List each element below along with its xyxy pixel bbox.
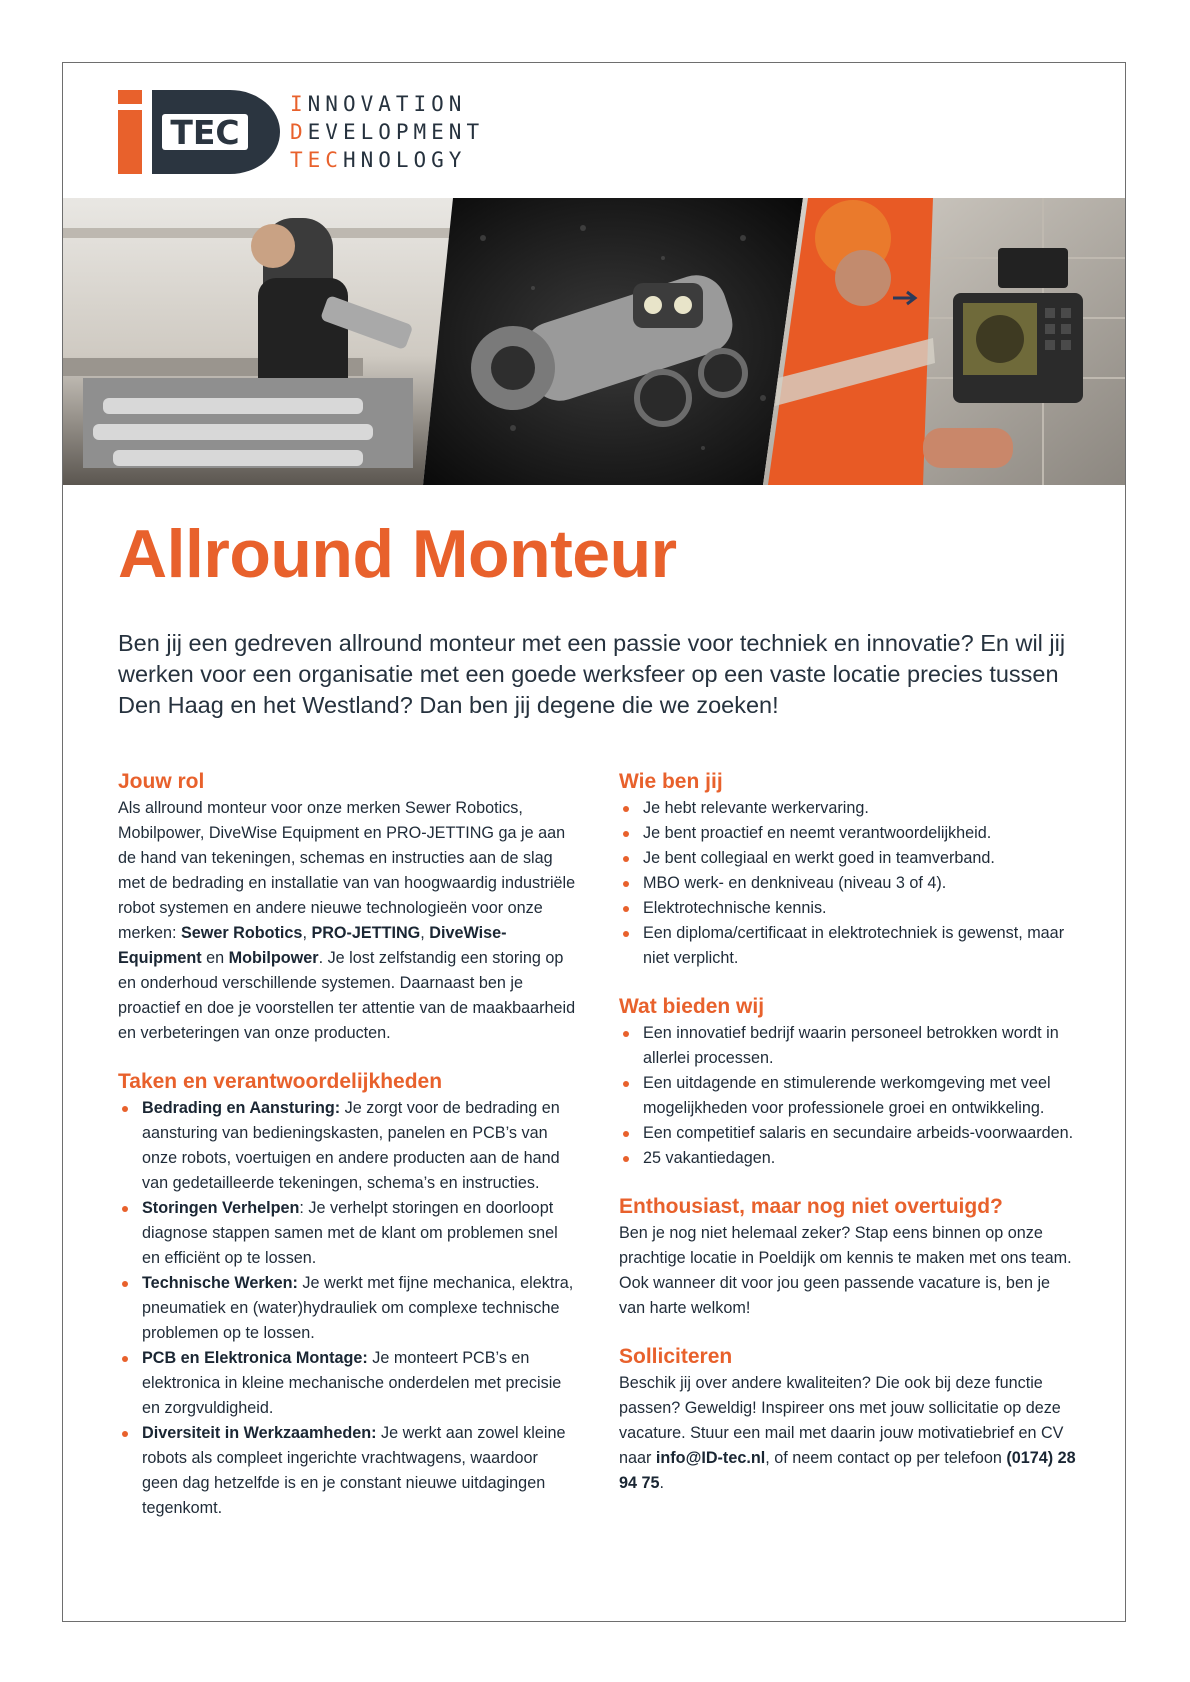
wat-bieden-wij-list — [619, 1021, 1079, 1171]
inspection-monitor-photo — [763, 198, 1125, 485]
list-item: Je bent proactief en neemt verantwoordelijkheid. — [619, 821, 1079, 846]
list-item: Een diploma/certificaat in elektrotechniek is gewenst, maar niet verplicht. — [619, 921, 1079, 971]
jouw-rol-text: Als allround monteur voor onze merken Sewer Robotics, Mobilpower, DiveWise Equipment en PRO-JETTING ga je aan de hand van tekeningen, schemas en instructies aan de slag met de bedrading en installatie van van hoogwaardig industriële robot systemen en andere nieuwe technologieën voor onze merken: Sewer Robotics, PRO-JETTING, DiveWise-Equipment en Mobilpower. Je lost zelfstandig een storing op en onderhoud verschillende systemen. Daarnaast ben je proactief en doe je voorstellen ter attentie van de maakbaarheid en verbeteringen van onze producten. — [118, 799, 576, 1042]
section-heading-wie-ben-jij: Wie ben jij — [619, 770, 723, 793]
contact-phone[interactable]: (0174) 28 94 75 — [619, 1449, 1076, 1492]
logo-mark-text: TEC — [170, 113, 240, 152]
list-item: Je bent collegiaal en werkt goed in teamverband. — [619, 846, 1079, 871]
section-heading-taken: Taken en verantwoordelijkheden — [118, 1070, 443, 1093]
section-heading-wat-bieden-wij: Wat bieden wij — [619, 995, 765, 1018]
logo-line-technology: TECHNOLOGY — [290, 148, 467, 172]
right-column — [619, 768, 1079, 1496]
sewer-robot-photo — [423, 198, 803, 485]
wie-ben-jij-list — [619, 796, 1079, 971]
contact-email[interactable]: info@ID-tec.nl — [655, 1449, 766, 1467]
logo-wordmark — [290, 90, 484, 174]
list-item: 25 vakantiedagen. — [619, 1146, 1079, 1171]
header-photo-strip — [63, 198, 1125, 485]
list-item: Diversiteit in Werkzaamheden: Je werkt aan zowel kleine robots als compleet ingerichte vrachtwagens, waardoor geen dag hetzelfde is en je constant nieuwe uitdagingen tegenkomt. — [118, 1421, 578, 1521]
section-heading-enthousiast: Enthousiast, maar nog niet overtuigd? — [619, 1195, 1003, 1218]
page-title: Allround Monteur — [118, 516, 677, 592]
list-item: MBO werk- en denkniveau (niveau 3 of 4). — [619, 871, 1079, 896]
workshop-technician-photo — [63, 198, 453, 485]
list-item: Bedrading en Aansturing: Je zorgt voor de bedrading en aansturing van bedieningskasten, panelen en PCB’s van onze robots, voertuigen en andere producten aan de hand van gedetailleerde tekeningen, schema’s en instructies. — [118, 1096, 578, 1196]
list-item: Je hebt relevante werkervaring. — [619, 796, 1079, 821]
id-tec-logo-mark — [118, 90, 280, 174]
company-logo — [118, 88, 485, 176]
intro-text: Ben jij een gedreven allround monteur met een passie voor techniek en innovatie? En wil jij werken voor een organisatie met een goede werksfeer op een vaste locatie precies tussen Den Haag en het Westland? Dan ben jij degene die we zoeken! — [118, 630, 1066, 718]
list-item: Storingen Verhelpen: Je verhelpt storingen en doorloopt diagnose stappen samen met de klant om problemen snel en efficiënt op te lossen. — [118, 1196, 578, 1271]
logo-line-development: DEVELOPMENT — [290, 120, 485, 144]
list-item: PCB en Elektronica Montage: Je monteert PCB’s en elektronica in kleine mechanische onderdelen met precisie en zorgvuldigheid. — [118, 1346, 578, 1421]
taken-list — [118, 1096, 578, 1521]
list-item: Technische Werken: Je werkt met fijne mechanica, elektra, pneumatiek en (water)hydrauliek om complexe technische problemen op te lossen. — [118, 1271, 578, 1346]
list-item: Elektrotechnische kennis. — [619, 896, 1079, 921]
list-item: Een uitdagende en stimulerende werkomgeving met veel mogelijkheden voor professionele groei en ontwikkeling. — [619, 1071, 1079, 1121]
list-item: Een competitief salaris en secundaire arbeids-voorwaarden. — [619, 1121, 1079, 1146]
solliciteren-text: Beschik jij over andere kwaliteiten? Die ook bij deze functie passen? Geweldig! Inspireer ons met jouw sollicitatie op deze vacature. Stuur een mail met daarin jouw motivatiebrief en CV naar info@ID-tec.nl, of neem contact op per telefoon (0174) 28 94 75. — [619, 1374, 1076, 1492]
list-item: Een innovatief bedrijf waarin personeel betrokken wordt in allerlei processen. — [619, 1021, 1079, 1071]
enthousiast-text: Ben je nog niet helemaal zeker? Stap eens binnen op onze prachtige locatie in Poeldijk om kennis te maken met ons team. Ook wanneer dit voor jou geen passende vacature is, ben je van harte welkom! — [619, 1224, 1072, 1317]
left-column — [118, 768, 578, 1521]
section-heading-jouw-rol: Jouw rol — [118, 770, 205, 793]
section-heading-solliciteren: Solliciteren — [619, 1345, 733, 1368]
logo-line-innovation: INNOVATION — [290, 92, 467, 116]
